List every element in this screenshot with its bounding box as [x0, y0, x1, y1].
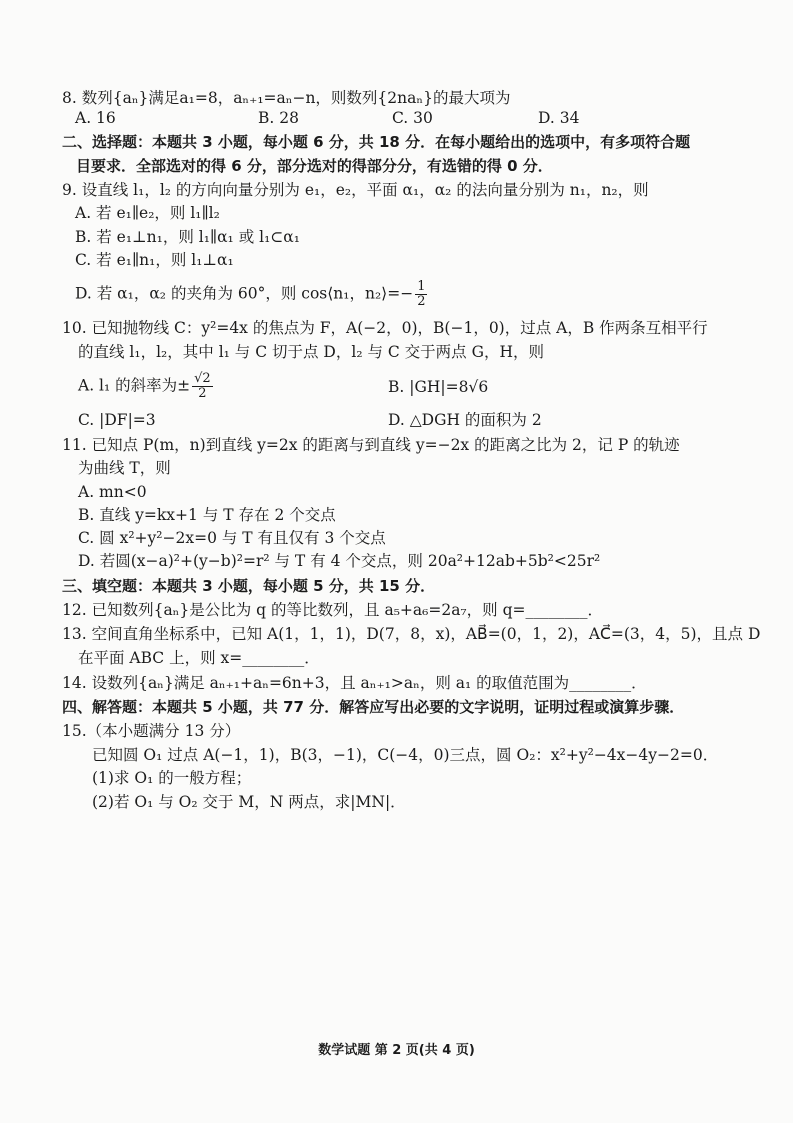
- q15-part2: (2)若 O₁ 与 O₂ 交于 M，N 两点，求|MN|．: [92, 793, 406, 811]
- q11-option-a: A. mn<0: [78, 483, 147, 501]
- q8-stem: 8. 数列{aₙ}满足a₁=8，aₙ₊₁=aₙ−n，则数列{2naₙ}的最大项为: [62, 89, 511, 107]
- q10-option-a: [78, 372, 215, 401]
- q10-stem-line2: 的直线 l₁，l₂，其中 l₁ 与 C 切于点 D，l₂ 与 C 交于两点 G，H，则: [78, 343, 545, 361]
- q15-part1: (1)求 O₁ 的一般方程；: [92, 769, 252, 787]
- fraction-denominator: 2: [417, 294, 426, 309]
- q9-option-c: C. 若 e₁∥n₁，则 l₁⊥α₁: [75, 251, 234, 269]
- q10-option-d: D. △DGH 的面积为 2: [388, 411, 542, 429]
- q11-option-b: B. 直线 y=kx+1 与 T 存在 2 个交点: [78, 506, 336, 524]
- q10-option-c: C. |DF|=3: [78, 411, 156, 429]
- section3-heading: 三、填空题：本题共 3 小题，每小题 5 分，共 15 分．: [62, 577, 436, 595]
- q9-option-b: B. 若 e₁⊥n₁，则 l₁∥α₁ 或 l₁⊂α₁: [75, 228, 300, 246]
- q9-option-a: A. 若 e₁∥e₂，则 l₁∥l₂: [75, 204, 220, 222]
- section4-heading: 四、解答题：本题共 5 小题，共 77 分．解答应写出必要的文字说明，证明过程或演算步骤．: [62, 698, 685, 716]
- section2-heading-line1: 二、选择题：本题共 3 小题，每小题 6 分，共 18 分．在每小题给出的选项中，有多项符合题: [62, 133, 691, 151]
- q15-stem: 已知圆 O₁ 过点 A(−1，1)，B(3，−1)，C(−4，0)三点，圆 O₂：x²+y²−4x−4y−2=0．: [92, 746, 719, 764]
- q10-stem-line1: 10. 已知抛物线 C：y²=4x 的焦点为 F，A(−2，0)，B(−1，0)，过点 A，B 作两条互相平行: [62, 319, 708, 337]
- q9-option-d: [75, 280, 429, 309]
- fraction-numerator: √2: [194, 371, 211, 386]
- q10-option-b: B. |GH|=8√6: [388, 378, 489, 396]
- q11-stem-line1: 11. 已知点 P(m，n)到直线 y=2x 的距离与到直线 y=−2x 的距离之比为 2，记 P 的轨迹: [62, 436, 680, 454]
- section2-heading-line2: 目要求．全部选对的得 6 分，部分选对的得部分分，有选错的得 0 分．: [76, 157, 553, 175]
- q8-option-d: D. 34: [538, 109, 580, 127]
- q11-stem-line2: 为曲线 T，则: [78, 459, 171, 477]
- page-footer: 数学试题 第 2 页(共 4 页): [318, 1043, 475, 1058]
- fraction-numerator: 1: [417, 279, 426, 294]
- q9-option-d-fraction: [415, 280, 427, 309]
- q9-option-d-text: D. 若 α₁，α₂ 的夹角为 60°，则 cos⟨n₁，n₂⟩=−: [75, 284, 414, 303]
- q15-title: 15.（本小题满分 13 分）: [62, 722, 241, 740]
- q10-option-a-text: A. l₁ 的斜率为±: [78, 376, 191, 395]
- q13-line2: 在平面 ABC 上，则 x=________．: [78, 649, 320, 667]
- q8-option-c: C. 30: [392, 109, 433, 127]
- q8-option-a: A. 16: [75, 109, 116, 127]
- q11-option-c: C. 圆 x²+y²−2x=0 与 T 有且仅有 3 个交点: [78, 529, 386, 547]
- fraction-denominator: 2: [198, 386, 207, 401]
- q11-option-d: D. 若圆(x−a)²+(y−b)²=r² 与 T 有 4 个交点，则 20a²+12ab+5b²<25r²: [78, 552, 601, 570]
- q12-text: 12. 已知数列{aₙ}是公比为 q 的等比数列，且 a₅+a₆=2a₇，则 q=________．: [62, 601, 603, 619]
- q13-line1: 13. 空间直角坐标系中，已知 A(1，1，1)，D(7，8，x)，AB⃗=(0，1，2)，AC⃗=(3，4，5)，且点 D: [62, 625, 761, 643]
- q9-stem: 9. 设直线 l₁，l₂ 的方向向量分别为 e₁，e₂，平面 α₁，α₂ 的法向量分别为 n₁，n₂，则: [62, 181, 649, 199]
- q14-text: 14. 设数列{aₙ}满足 aₙ₊₁+aₙ=6n+3，且 aₙ₊₁>aₙ，则 a₁ 的取值范围为________．: [62, 674, 647, 692]
- q8-option-b: B. 28: [258, 109, 299, 127]
- q10-option-a-fraction: [192, 372, 213, 401]
